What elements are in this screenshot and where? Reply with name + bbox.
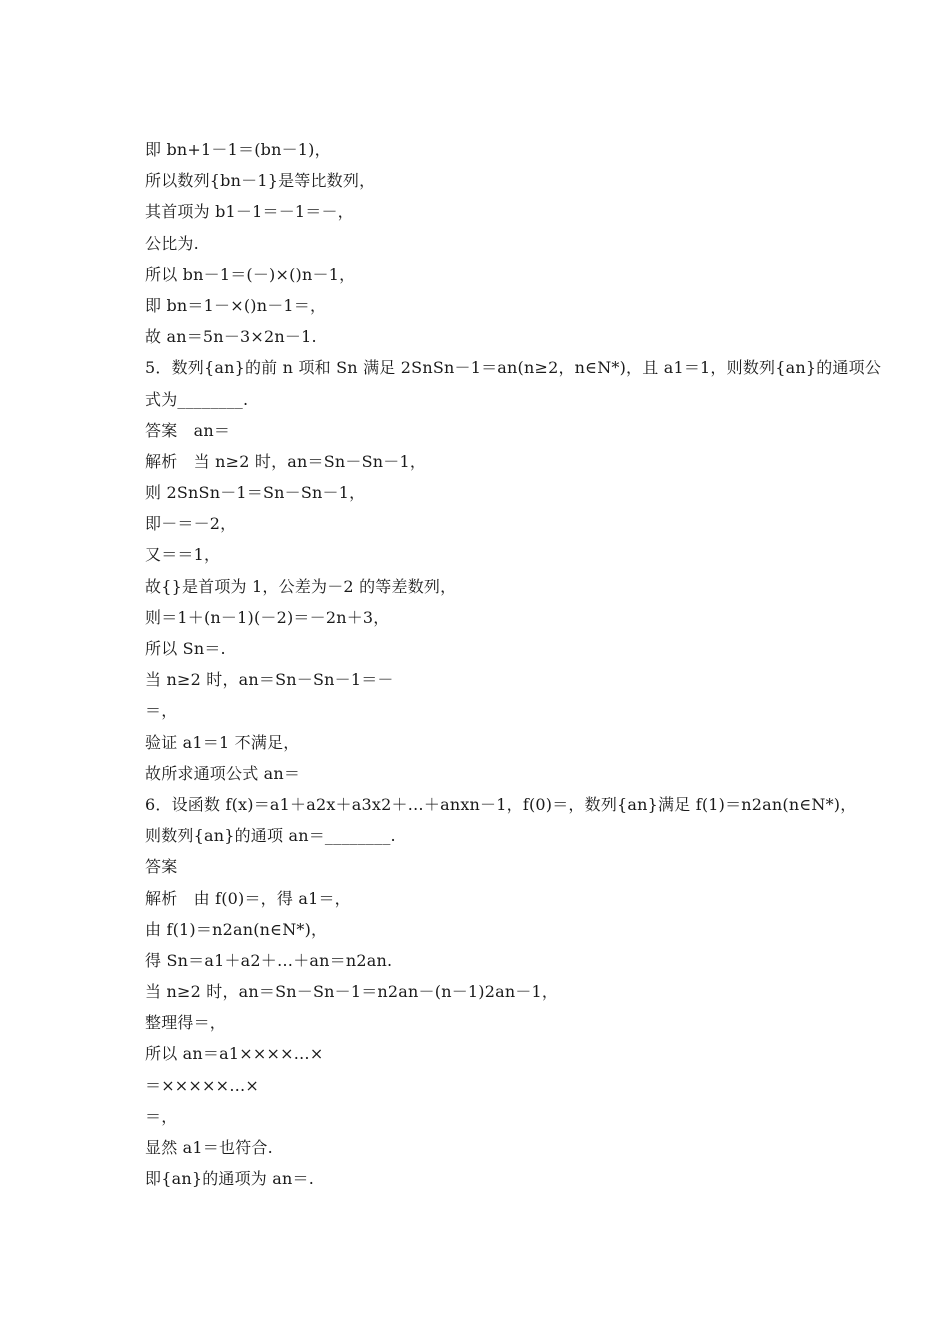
text-line: 所以 bn－1＝(－)×()n－1， <box>145 264 356 284</box>
text-line: 所以 Sn＝. <box>145 639 226 658</box>
text-line: ＝， <box>145 1106 178 1126</box>
answer-label: 答案 <box>145 857 178 877</box>
text-line: 则＝1＋(n－1)(－2)＝－2n＋3， <box>145 607 390 627</box>
text-line: 当 n≥2 时，an＝Sn－Sn－1＝－ <box>145 670 394 690</box>
problem-5-blank: 式为________. <box>145 389 249 409</box>
text-line: 由 f(1)＝n2an(n∈N*)， <box>145 919 328 939</box>
problem-6-blank: 则数列{an}的通项 an＝________. <box>145 826 396 846</box>
text-line: 则 2SnSn－1＝Sn－Sn－1， <box>145 483 366 503</box>
text-line: 即 bn＝1－×()n－1＝， <box>145 295 327 315</box>
text-line: ＝×××××…× <box>145 1075 260 1095</box>
text-line: 即 bn+1－1＝(bn－1)， <box>145 140 331 159</box>
text-line: 所以数列{bn－1}是等比数列， <box>145 171 376 191</box>
text-line: 当 n≥2 时，an＝Sn－Sn－1＝n2an－(n－1)2an－1， <box>145 982 559 1002</box>
solution-text <box>145 134 882 1194</box>
problem-6-statement: 6．设函数 f(x)＝a1＋a2x＋a3x2＋…＋anxn－1，f(0)＝，数列{an}满足 f(1)＝n2an(n∈N*)， <box>145 794 857 814</box>
text-line: 故{}是首项为 1，公差为－2 的等差数列， <box>145 576 457 596</box>
problem-5-statement: 5．数列{an}的前 n 项和 Sn 满足 2SnSn－1＝an(n≥2，n∈N*)，且 a1＝1，则数列{an}的通项公 <box>145 358 882 378</box>
text-line: 公比为. <box>145 233 199 253</box>
text-line: 又＝＝1， <box>145 545 221 565</box>
text-line: 故 an＝5n－3×2n－1. <box>145 327 317 347</box>
text-line: 整理得＝， <box>145 1013 227 1033</box>
text-line: ＝， <box>145 701 178 721</box>
text-line: 得 Sn＝a1＋a2＋…＋an＝n2an. <box>145 950 393 970</box>
text-line: 即－＝－2， <box>145 514 237 534</box>
text-line: 验证 a1＝1 不满足， <box>145 732 300 752</box>
answer-label: 答案 an＝ <box>145 420 231 440</box>
analysis-label: 解析 由 f(0)＝，得 a1＝， <box>145 888 351 908</box>
text-line: 故所求通项公式 an＝ <box>145 763 301 783</box>
analysis-label: 解析 当 n≥2 时，an＝Sn－Sn－1， <box>145 451 427 471</box>
text-line: 即{an}的通项为 an＝. <box>145 1169 315 1189</box>
text-line: 显然 a1＝也符合. <box>145 1138 273 1157</box>
text-line: 所以 an＝a1××××…× <box>145 1044 324 1064</box>
text-line: 其首项为 b1－1＝－1＝－， <box>145 202 354 222</box>
